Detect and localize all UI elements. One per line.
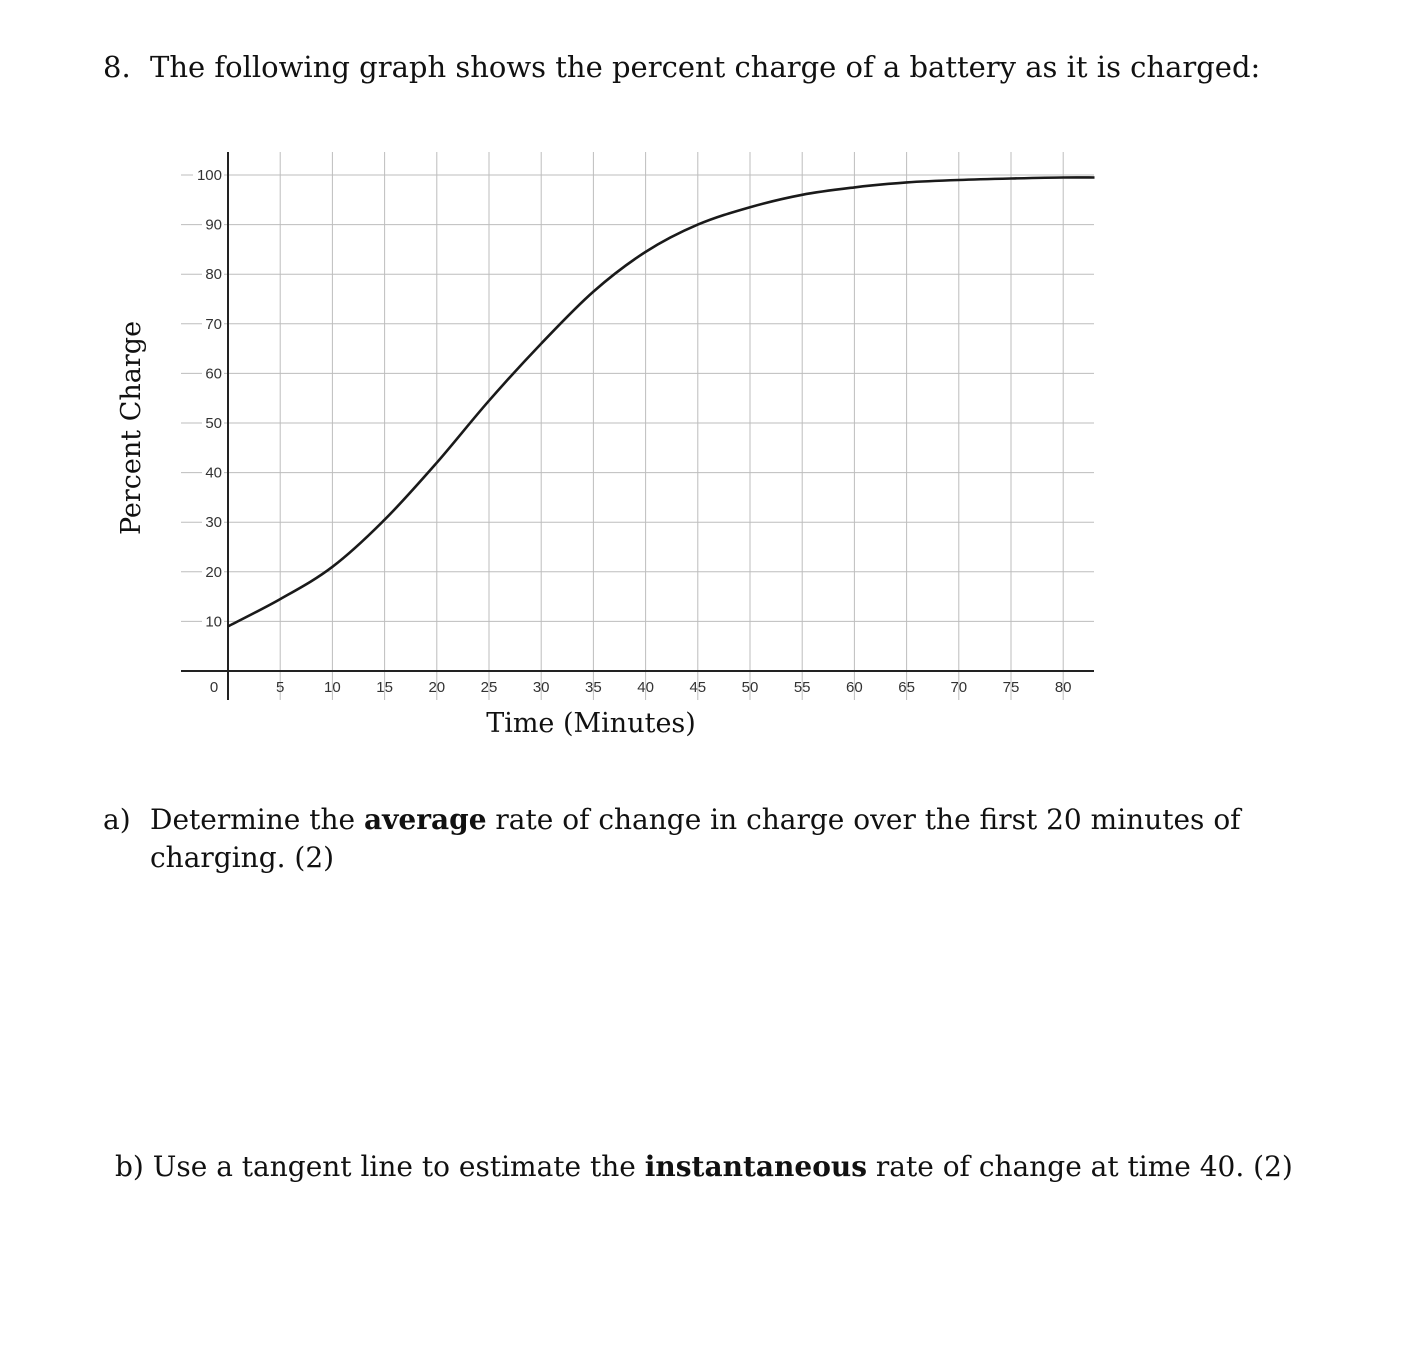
charge-curve [228, 177, 1095, 626]
x-tick-label: 80 [1054, 679, 1072, 696]
x-tick-label: 25 [480, 679, 498, 696]
x-tick-label: 55 [793, 679, 811, 696]
part-b-text-pre: Use a tangent line to estimate the [143, 1150, 645, 1183]
x-tick-label: 10 [324, 679, 341, 696]
part-a-text-pre: Determine the [150, 803, 364, 836]
y-tick-label: 20 [205, 563, 222, 581]
part-a-continuation: charging. (2) [150, 841, 335, 874]
x-tick-label: 30 [532, 679, 550, 696]
y-tick-label: 80 [205, 266, 222, 284]
x-tick-label: 0 [209, 679, 219, 696]
part-a-label: a) [103, 803, 131, 836]
y-tick-label: 10 [205, 613, 222, 631]
x-axis-label: Time (Minutes) [486, 708, 696, 739]
part-b [115, 1150, 1293, 1183]
x-tick-label: 20 [428, 679, 446, 696]
x-tick-label: 35 [585, 679, 602, 696]
x-tick-label: 65 [898, 679, 915, 696]
part-b-bold: instantaneous [644, 1150, 867, 1183]
part-a-bold: average [364, 803, 487, 836]
y-tick-label: 70 [205, 315, 222, 333]
x-tick-label: 40 [637, 679, 654, 696]
x-tick-label: 60 [846, 679, 863, 696]
x-tick-label: 75 [1002, 679, 1020, 696]
part-a-text-post: rate of change in charge over the first 20 minutes of [486, 803, 1241, 836]
part-a [103, 801, 1241, 877]
grid-lines [181, 152, 1094, 700]
question-number: 8. [103, 50, 131, 84]
y-tick-label: 40 [205, 464, 222, 482]
axes [181, 152, 1094, 700]
question-text: The following graph shows the percent charge of a battery as it is charged: [150, 50, 1261, 84]
y-axis-label: Percent Charge [116, 320, 147, 536]
x-tick-label: 15 [376, 679, 393, 696]
y-tick-label: 100 [196, 167, 222, 184]
y-tick-label: 30 [205, 514, 222, 532]
y-tick-label: 90 [205, 216, 222, 234]
y-tick-label: 60 [205, 365, 222, 383]
y-tick-label: 50 [205, 415, 222, 432]
x-tick-label: 5 [276, 679, 285, 696]
x-tick-label: 50 [741, 679, 759, 696]
x-tick-label: 70 [950, 679, 968, 696]
part-b-text-post: rate of change at time 40. (2) [867, 1150, 1293, 1183]
x-tick-label: 45 [689, 679, 707, 696]
part-b-label: b) [115, 1150, 144, 1183]
y-tick-labels [193, 166, 224, 630]
x-tick-labels [210, 679, 1072, 696]
